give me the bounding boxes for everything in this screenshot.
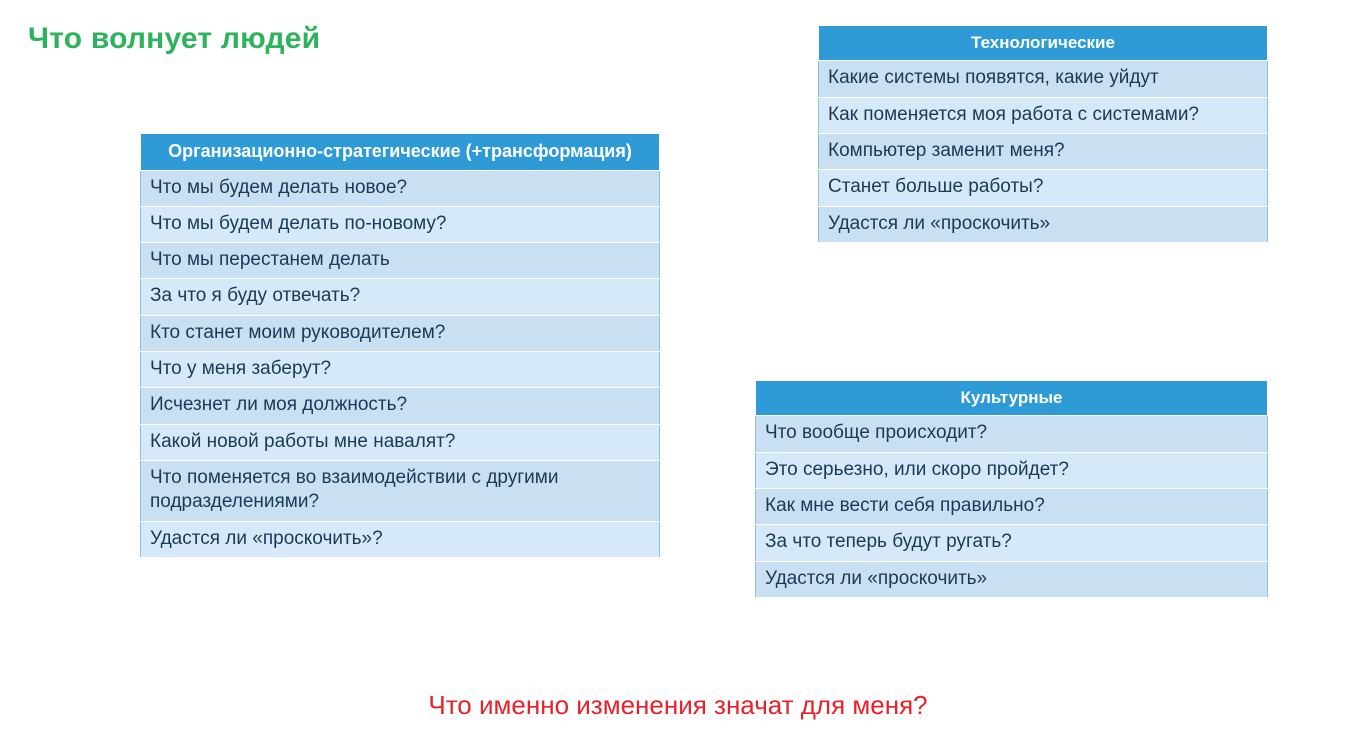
list-item: Компьютер заменит меня? [819,133,1268,169]
list-item: Это серьезно, или скоро пройдет? [756,452,1268,488]
table-organizational-strategic [140,133,660,558]
table-row [141,461,660,522]
list-item: Какой новой работы мне навалят? [141,424,660,460]
list-item: Как поменяется моя работа с системами? [819,97,1268,133]
list-item: Исчезнет ли моя должность? [141,388,660,424]
table-header-row [819,26,1268,61]
list-item: Удастся ли «проскочить» [819,206,1268,242]
table-row [819,170,1268,206]
list-item: За что я буду отвечать? [141,279,660,315]
table-row [141,521,660,557]
list-item: Какие системы появятся, какие уйдут [819,61,1268,97]
table-row [819,206,1268,242]
table-row [141,170,660,206]
table-technological [818,25,1268,243]
table-header-technological: Технологические [819,26,1268,61]
table-header-organizational: Организационно-стратегические (+трансформация) [141,134,660,171]
list-item: Что мы перестанем делать [141,243,660,279]
table-row [141,243,660,279]
list-item: Как мне вести себя правильно? [756,488,1268,524]
table-header-row [756,381,1268,416]
table-row [756,488,1268,524]
table-row [756,416,1268,452]
table-header-cultural: Культурные [756,381,1268,416]
list-item: Что мы будем делать по-новому? [141,206,660,242]
table-row [819,61,1268,97]
table-row [141,388,660,424]
list-item: Удастся ли «проскочить»? [141,521,660,557]
list-item: Станет больше работы? [819,170,1268,206]
table-row [756,561,1268,597]
footer-note: Что именно изменения значат для меня? [428,690,928,720]
list-item: Кто станет моим руководителем? [141,315,660,351]
table-row [819,97,1268,133]
list-item: Что поменяется во взаимодействии с другими подразделениями? [141,461,660,522]
table-row [141,206,660,242]
list-item: Удастся ли «проскочить» [756,561,1268,597]
list-item: Что у меня заберут? [141,352,660,388]
table-row [141,424,660,460]
list-item: Что вообще происходит? [756,416,1268,452]
list-item: За что теперь будут ругать? [756,525,1268,561]
table-row [756,452,1268,488]
table-row [819,133,1268,169]
table-row [756,525,1268,561]
table-row [141,352,660,388]
list-item: Что мы будем делать новое? [141,170,660,206]
table-row [141,279,660,315]
page-title: Что волнует людей [28,22,321,55]
table-header-row [141,134,660,171]
table-cultural [755,380,1268,598]
table-row [141,315,660,351]
